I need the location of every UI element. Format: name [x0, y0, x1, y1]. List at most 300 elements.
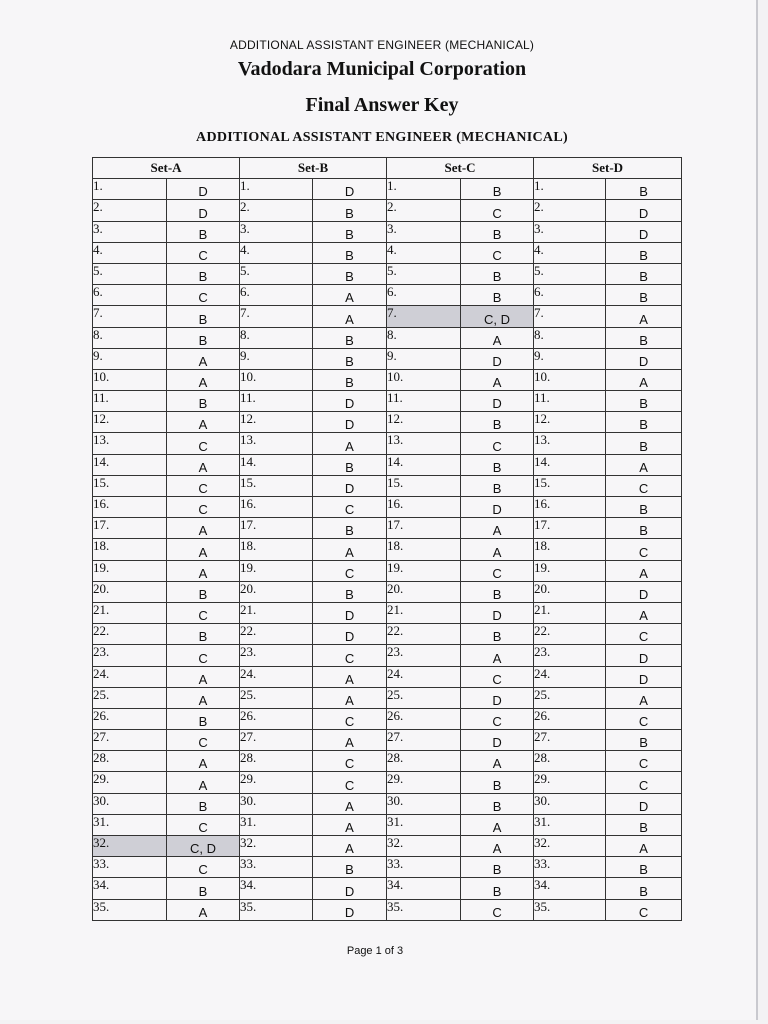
set-b-answer: B	[313, 263, 387, 284]
question-number: 20.	[387, 581, 461, 602]
set-c-answer: B	[461, 221, 534, 242]
question-number: 31.	[93, 814, 167, 835]
question-number: 23.	[387, 645, 461, 666]
table-row	[93, 454, 682, 475]
set-c-answer: C	[461, 242, 534, 263]
question-number: 17.	[240, 518, 313, 539]
question-number: 7.	[240, 306, 313, 327]
question-number: 12.	[93, 412, 167, 433]
question-number: 12.	[534, 412, 606, 433]
set-b-answer: A	[313, 730, 387, 751]
set-c-answer: D	[461, 687, 534, 708]
question-number: 6.	[534, 285, 606, 306]
question-number: 5.	[93, 263, 167, 284]
question-number: 32.	[240, 836, 313, 857]
question-number: 2.	[240, 200, 313, 221]
set-c-answer: C	[461, 666, 534, 687]
set-a-answer: A	[167, 454, 240, 475]
question-number: 30.	[534, 793, 606, 814]
set-b-answer: C	[313, 751, 387, 772]
set-d-answer: B	[606, 263, 682, 284]
question-number: 28.	[387, 751, 461, 772]
set-a-answer: A	[167, 369, 240, 390]
table-row	[93, 878, 682, 899]
question-number: 27.	[240, 730, 313, 751]
set-b-header: Set-B	[240, 158, 387, 179]
set-c-answer: A	[461, 645, 534, 666]
set-c-answer: C	[461, 708, 534, 729]
set-b-answer: B	[313, 242, 387, 263]
question-number: 32.	[93, 836, 167, 857]
table-row	[93, 200, 682, 221]
set-c-answer: B	[461, 412, 534, 433]
table-row	[93, 751, 682, 772]
set-a-answer: A	[167, 348, 240, 369]
question-number: 7.	[387, 306, 461, 327]
question-number: 8.	[93, 327, 167, 348]
table-row	[93, 836, 682, 857]
set-a-answer: B	[167, 878, 240, 899]
question-number: 8.	[387, 327, 461, 348]
set-d-answer: C	[606, 624, 682, 645]
question-number: 10.	[93, 369, 167, 390]
question-number: 7.	[93, 306, 167, 327]
table-row	[93, 666, 682, 687]
table-row	[93, 581, 682, 602]
set-b-answer: D	[313, 624, 387, 645]
set-a-answer: B	[167, 793, 240, 814]
question-number: 28.	[240, 751, 313, 772]
set-d-answer: C	[606, 899, 682, 920]
set-c-answer: D	[461, 497, 534, 518]
set-d-answer: D	[606, 666, 682, 687]
question-number: 19.	[534, 560, 606, 581]
question-number: 16.	[93, 497, 167, 518]
question-number: 27.	[387, 730, 461, 751]
question-number: 16.	[534, 497, 606, 518]
set-a-answer: C	[167, 857, 240, 878]
table-row	[93, 772, 682, 793]
set-c-answer: B	[461, 285, 534, 306]
set-b-answer: B	[313, 454, 387, 475]
question-number: 1.	[93, 179, 167, 200]
question-number: 32.	[387, 836, 461, 857]
set-b-answer: A	[313, 836, 387, 857]
question-number: 27.	[93, 730, 167, 751]
question-number: 19.	[93, 560, 167, 581]
question-number: 26.	[93, 708, 167, 729]
set-c-answer: C	[461, 433, 534, 454]
set-b-answer: D	[313, 412, 387, 433]
question-number: 24.	[534, 666, 606, 687]
set-d-answer: D	[606, 221, 682, 242]
table-row	[93, 624, 682, 645]
set-a-answer: C	[167, 475, 240, 496]
set-b-answer: A	[313, 687, 387, 708]
question-number: 11.	[240, 391, 313, 412]
question-number: 31.	[240, 814, 313, 835]
set-d-answer: D	[606, 793, 682, 814]
question-number: 4.	[534, 242, 606, 263]
set-c-answer: C	[461, 560, 534, 581]
question-number: 21.	[93, 602, 167, 623]
question-number: 4.	[387, 242, 461, 263]
set-d-answer: C	[606, 772, 682, 793]
question-number: 25.	[93, 687, 167, 708]
set-a-answer: A	[167, 560, 240, 581]
question-number: 20.	[534, 581, 606, 602]
question-number: 35.	[534, 899, 606, 920]
question-number: 29.	[240, 772, 313, 793]
set-c-answer: D	[461, 391, 534, 412]
set-d-answer: D	[606, 645, 682, 666]
table-row	[93, 306, 682, 327]
set-b-answer: D	[313, 602, 387, 623]
set-c-answer: B	[461, 179, 534, 200]
table-row	[93, 687, 682, 708]
question-number: 1.	[534, 179, 606, 200]
question-number: 14.	[387, 454, 461, 475]
question-number: 6.	[240, 285, 313, 306]
set-c-answer: B	[461, 772, 534, 793]
question-number: 20.	[93, 581, 167, 602]
question-number: 30.	[93, 793, 167, 814]
set-d-answer: B	[606, 391, 682, 412]
table-row	[93, 348, 682, 369]
set-b-answer: C	[313, 645, 387, 666]
question-number: 3.	[240, 221, 313, 242]
set-d-answer: A	[606, 687, 682, 708]
question-number: 18.	[387, 539, 461, 560]
question-number: 21.	[387, 602, 461, 623]
set-c-answer: B	[461, 857, 534, 878]
table-row	[93, 857, 682, 878]
set-d-answer: A	[606, 454, 682, 475]
set-d-answer: A	[606, 560, 682, 581]
question-number: 20.	[240, 581, 313, 602]
question-number: 11.	[534, 391, 606, 412]
question-number: 9.	[93, 348, 167, 369]
question-number: 30.	[240, 793, 313, 814]
set-a-answer: A	[167, 751, 240, 772]
question-number: 17.	[93, 518, 167, 539]
question-number: 8.	[240, 327, 313, 348]
set-d-answer: B	[606, 179, 682, 200]
table-row	[93, 708, 682, 729]
question-number: 16.	[387, 497, 461, 518]
set-a-answer: A	[167, 687, 240, 708]
question-number: 24.	[93, 666, 167, 687]
question-number: 22.	[534, 624, 606, 645]
question-number: 33.	[240, 857, 313, 878]
question-number: 3.	[534, 221, 606, 242]
question-number: 19.	[387, 560, 461, 581]
question-number: 10.	[534, 369, 606, 390]
question-number: 5.	[534, 263, 606, 284]
question-number: 29.	[93, 772, 167, 793]
set-b-answer: D	[313, 391, 387, 412]
set-c-answer: D	[461, 348, 534, 369]
set-b-answer: B	[313, 348, 387, 369]
set-b-answer: B	[313, 200, 387, 221]
set-a-answer: C	[167, 497, 240, 518]
question-number: 16.	[240, 497, 313, 518]
question-number: 29.	[534, 772, 606, 793]
set-b-answer: B	[313, 327, 387, 348]
question-number: 24.	[387, 666, 461, 687]
question-number: 33.	[534, 857, 606, 878]
question-number: 25.	[387, 687, 461, 708]
set-a-answer: B	[167, 221, 240, 242]
question-number: 21.	[534, 602, 606, 623]
question-number: 17.	[387, 518, 461, 539]
question-number: 23.	[534, 645, 606, 666]
set-d-answer: C	[606, 751, 682, 772]
table-row	[93, 221, 682, 242]
question-number: 9.	[240, 348, 313, 369]
set-d-answer: A	[606, 836, 682, 857]
question-number: 23.	[93, 645, 167, 666]
set-a-answer: B	[167, 327, 240, 348]
question-number: 1.	[240, 179, 313, 200]
set-a-answer: C	[167, 433, 240, 454]
question-number: 5.	[387, 263, 461, 284]
question-number: 26.	[387, 708, 461, 729]
set-c-answer: A	[461, 518, 534, 539]
table-row	[93, 475, 682, 496]
set-a-answer: B	[167, 263, 240, 284]
set-b-answer: A	[313, 793, 387, 814]
question-number: 14.	[534, 454, 606, 475]
set-d-answer: B	[606, 730, 682, 751]
set-d-answer: B	[606, 242, 682, 263]
table-row	[93, 327, 682, 348]
set-a-answer: B	[167, 306, 240, 327]
question-number: 23.	[240, 645, 313, 666]
table-row	[93, 369, 682, 390]
set-c-answer: A	[461, 369, 534, 390]
set-b-answer: B	[313, 518, 387, 539]
question-number: 35.	[93, 899, 167, 920]
question-number: 4.	[93, 242, 167, 263]
set-c-answer: B	[461, 581, 534, 602]
question-number: 3.	[93, 221, 167, 242]
set-c-answer: C	[461, 899, 534, 920]
set-d-answer: D	[606, 581, 682, 602]
set-b-answer: C	[313, 560, 387, 581]
question-number: 2.	[387, 200, 461, 221]
question-number: 21.	[240, 602, 313, 623]
set-a-header: Set-A	[93, 158, 240, 179]
question-number: 26.	[534, 708, 606, 729]
set-c-answer: C	[461, 200, 534, 221]
set-c-answer: B	[461, 263, 534, 284]
set-d-answer: C	[606, 539, 682, 560]
set-d-answer: B	[606, 497, 682, 518]
set-b-answer: B	[313, 369, 387, 390]
table-row	[93, 285, 682, 306]
set-b-answer: A	[313, 306, 387, 327]
set-d-header: Set-D	[534, 158, 682, 179]
question-number: 15.	[534, 475, 606, 496]
table-row	[93, 814, 682, 835]
set-a-answer: A	[167, 666, 240, 687]
question-number: 33.	[387, 857, 461, 878]
set-a-answer: B	[167, 581, 240, 602]
set-a-answer: B	[167, 391, 240, 412]
set-a-answer: A	[167, 412, 240, 433]
set-d-answer: A	[606, 369, 682, 390]
question-number: 25.	[240, 687, 313, 708]
set-a-answer: C	[167, 285, 240, 306]
set-d-answer: A	[606, 306, 682, 327]
question-number: 2.	[93, 200, 167, 221]
question-number: 31.	[387, 814, 461, 835]
set-a-answer: C	[167, 814, 240, 835]
question-number: 11.	[387, 391, 461, 412]
question-number: 34.	[240, 878, 313, 899]
question-number: 29.	[387, 772, 461, 793]
question-number: 28.	[93, 751, 167, 772]
set-b-answer: B	[313, 857, 387, 878]
question-number: 35.	[387, 899, 461, 920]
table-row	[93, 497, 682, 518]
question-number: 33.	[93, 857, 167, 878]
set-d-answer: A	[606, 602, 682, 623]
question-number: 11.	[93, 391, 167, 412]
question-number: 18.	[534, 539, 606, 560]
set-a-answer: C	[167, 645, 240, 666]
question-number: 31.	[534, 814, 606, 835]
set-b-answer: B	[313, 581, 387, 602]
set-a-answer: D	[167, 200, 240, 221]
question-number: 9.	[534, 348, 606, 369]
set-c-answer: B	[461, 878, 534, 899]
question-number: 7.	[534, 306, 606, 327]
question-number: 12.	[240, 412, 313, 433]
set-d-answer: C	[606, 708, 682, 729]
question-number: 10.	[240, 369, 313, 390]
set-a-answer: C	[167, 730, 240, 751]
set-b-answer: A	[313, 666, 387, 687]
question-number: 3.	[387, 221, 461, 242]
set-c-answer: C, D	[461, 306, 534, 327]
set-d-answer: B	[606, 433, 682, 454]
question-number: 13.	[387, 433, 461, 454]
set-c-answer: A	[461, 751, 534, 772]
set-a-answer: A	[167, 772, 240, 793]
question-number: 22.	[93, 624, 167, 645]
set-c-answer: A	[461, 539, 534, 560]
question-number: 5.	[240, 263, 313, 284]
set-d-answer: C	[606, 475, 682, 496]
set-b-answer: D	[313, 475, 387, 496]
question-number: 2.	[534, 200, 606, 221]
set-d-answer: D	[606, 348, 682, 369]
set-b-answer: B	[313, 221, 387, 242]
question-number: 10.	[387, 369, 461, 390]
question-number: 27.	[534, 730, 606, 751]
table-row	[93, 645, 682, 666]
set-a-answer: A	[167, 539, 240, 560]
question-number: 22.	[240, 624, 313, 645]
header-post-name: ADDITIONAL ASSISTANT ENGINEER (MECHANICAL)	[229, 38, 535, 52]
question-number: 32.	[534, 836, 606, 857]
question-number: 13.	[240, 433, 313, 454]
set-b-answer: C	[313, 708, 387, 729]
set-b-answer: D	[313, 899, 387, 920]
question-number: 28.	[534, 751, 606, 772]
set-d-answer: B	[606, 327, 682, 348]
question-number: 34.	[93, 878, 167, 899]
table-row	[93, 412, 682, 433]
set-c-answer: B	[461, 793, 534, 814]
set-a-answer: A	[167, 518, 240, 539]
question-number: 26.	[240, 708, 313, 729]
set-d-answer: B	[606, 285, 682, 306]
set-a-answer: C, D	[167, 836, 240, 857]
table-row	[93, 179, 682, 200]
set-c-answer: B	[461, 475, 534, 496]
set-b-answer: A	[313, 285, 387, 306]
question-number: 17.	[534, 518, 606, 539]
set-a-answer: C	[167, 602, 240, 623]
set-b-answer: C	[313, 497, 387, 518]
table-row	[93, 730, 682, 751]
set-d-answer: B	[606, 518, 682, 539]
question-number: 6.	[387, 285, 461, 306]
question-number: 12.	[387, 412, 461, 433]
table-row	[93, 263, 682, 284]
question-number: 15.	[387, 475, 461, 496]
set-header-row	[93, 158, 682, 179]
set-b-answer: A	[313, 814, 387, 835]
set-b-answer: A	[313, 539, 387, 560]
question-number: 8.	[534, 327, 606, 348]
set-d-answer: D	[606, 200, 682, 221]
set-b-answer: C	[313, 772, 387, 793]
set-c-header: Set-C	[387, 158, 534, 179]
table-row	[93, 793, 682, 814]
table-row	[93, 518, 682, 539]
question-number: 18.	[93, 539, 167, 560]
set-d-answer: B	[606, 878, 682, 899]
set-b-answer: D	[313, 179, 387, 200]
question-number: 15.	[93, 475, 167, 496]
set-d-answer: B	[606, 412, 682, 433]
question-number: 6.	[93, 285, 167, 306]
set-a-answer: B	[167, 708, 240, 729]
set-c-answer: D	[461, 730, 534, 751]
set-c-answer: B	[461, 624, 534, 645]
question-number: 18.	[240, 539, 313, 560]
question-number: 25.	[534, 687, 606, 708]
question-number: 14.	[93, 454, 167, 475]
set-a-answer: B	[167, 624, 240, 645]
question-number: 22.	[387, 624, 461, 645]
table-row	[93, 539, 682, 560]
set-c-answer: A	[461, 327, 534, 348]
question-number: 9.	[387, 348, 461, 369]
question-number: 1.	[387, 179, 461, 200]
question-number: 15.	[240, 475, 313, 496]
set-c-answer: A	[461, 836, 534, 857]
question-number: 30.	[387, 793, 461, 814]
question-number: 19.	[240, 560, 313, 581]
question-number: 13.	[93, 433, 167, 454]
set-a-answer: D	[167, 179, 240, 200]
page-title: Final Answer Key	[305, 94, 459, 116]
